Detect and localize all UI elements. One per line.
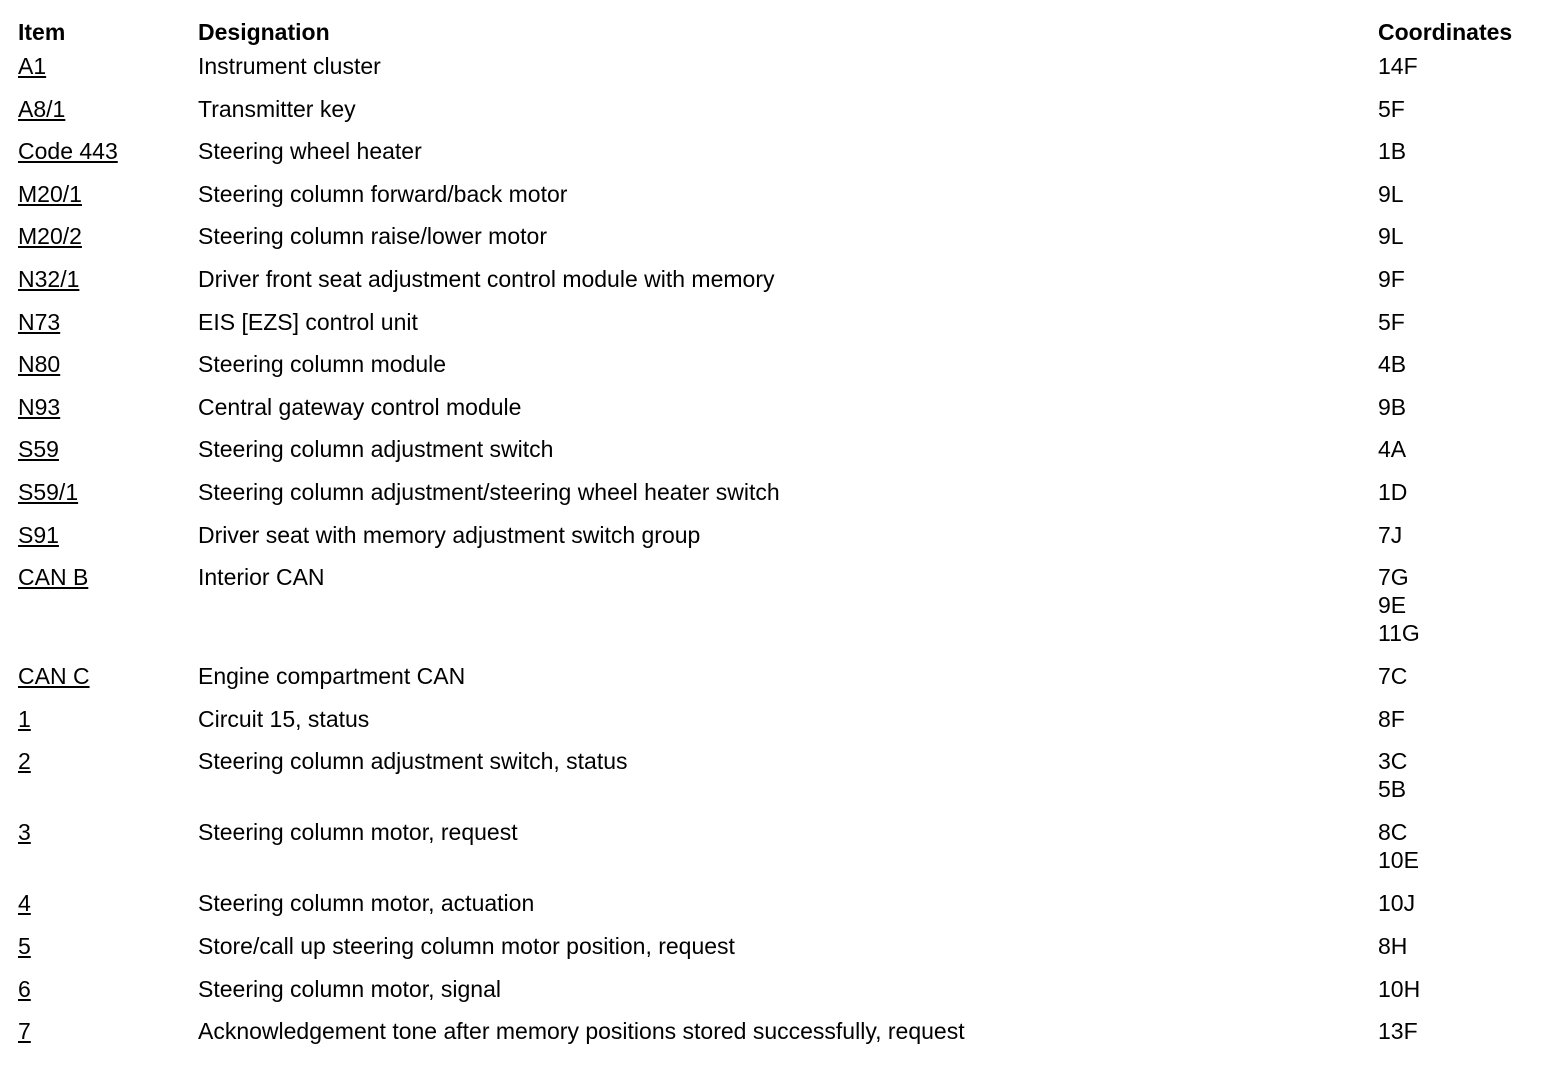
- coordinates-cell: [1378, 435, 1558, 478]
- coordinates-cell: [1378, 705, 1558, 748]
- coordinate-value: 9B: [1378, 393, 1407, 420]
- item-cell: [18, 889, 198, 932]
- coordinate-value: 7C: [1378, 663, 1408, 690]
- designation-cell: Steering column motor, actuation: [198, 890, 535, 917]
- item-link[interactable]: Code 443: [18, 138, 118, 165]
- coordinate-value: 13F: [1378, 1018, 1418, 1045]
- table-row: [18, 705, 1558, 748]
- item-cell: [18, 393, 198, 436]
- item-cell: [18, 95, 198, 138]
- table-row: [18, 180, 1558, 223]
- designation-cell: Steering column raise/lower motor: [198, 223, 547, 250]
- item-cell: [18, 747, 198, 818]
- coordinate-value: 3C: [1378, 748, 1408, 775]
- designation-cell: Steering column adjustment switch, status: [198, 748, 628, 775]
- item-cell: [18, 265, 198, 308]
- coordinate-value: 5F: [1378, 308, 1405, 335]
- coordinates-cell: [1378, 932, 1558, 975]
- item-link[interactable]: A1: [18, 53, 47, 79]
- designation-cell: Steering column adjustment/steering wheel heater switch: [198, 478, 780, 505]
- coordinate-value: 8F: [1378, 705, 1405, 732]
- item-link[interactable]: 2: [18, 748, 31, 775]
- item-cell: [18, 975, 198, 1018]
- header-row: [18, 14, 1558, 52]
- table-row: [18, 478, 1558, 521]
- table-row: [18, 521, 1558, 564]
- coordinate-value: 11G: [1378, 620, 1420, 647]
- coordinates-cell: [1378, 975, 1558, 1018]
- coordinates-cell: [1378, 478, 1558, 521]
- coordinate-value: 10E: [1378, 847, 1419, 874]
- coordinate-value: 7J: [1378, 521, 1403, 548]
- item-cell: [18, 818, 198, 889]
- item-link[interactable]: 1: [18, 705, 31, 732]
- item-link[interactable]: 3: [18, 819, 31, 846]
- item-link[interactable]: S59/1: [18, 478, 79, 505]
- item-cell: [18, 350, 198, 393]
- designation-cell: Steering column module: [198, 351, 447, 378]
- designation-cell: Steering column forward/back motor: [198, 180, 568, 207]
- designation-cell: Driver front seat adjustment control module with memory: [198, 265, 775, 292]
- designation-cell: Store/call up steering column motor position, request: [198, 932, 735, 959]
- table-row: [18, 662, 1558, 705]
- table-row: [18, 747, 1558, 818]
- table-row: [18, 137, 1558, 180]
- coordinate-value: 9E: [1378, 592, 1407, 619]
- designation-cell: Central gateway control module: [198, 393, 522, 420]
- designation-cell: Acknowledgement tone after memory positions stored successfully, request: [198, 1018, 965, 1045]
- table-row: [18, 95, 1558, 138]
- designation-cell: Transmitter key: [198, 95, 356, 122]
- item-cell: [18, 52, 198, 95]
- coordinate-value: 9L: [1378, 180, 1404, 207]
- coordinate-value: 1B: [1378, 138, 1407, 165]
- designation-cell: EIS [EZS] control unit: [198, 308, 418, 335]
- item-cell: [18, 308, 198, 351]
- designation-cell: Steering wheel heater: [198, 138, 422, 165]
- table-row: [18, 818, 1558, 889]
- item-link[interactable]: CAN C: [18, 663, 90, 690]
- coordinates-cell: [1378, 393, 1558, 436]
- designation-cell: Circuit 15, status: [198, 705, 370, 732]
- coordinates-cell: [1378, 747, 1558, 818]
- coordinate-value: 14F: [1378, 53, 1418, 79]
- table-row: [18, 265, 1558, 308]
- table-row: [18, 563, 1558, 662]
- coordinate-value: 5F: [1378, 95, 1405, 122]
- coordinate-value: 1D: [1378, 478, 1408, 505]
- coordinate-value: 5B: [1378, 776, 1407, 803]
- item-link[interactable]: A8/1: [18, 95, 66, 122]
- item-link[interactable]: N73: [18, 308, 61, 335]
- legend-header: [18, 14, 1558, 52]
- designation-cell: Steering column adjustment switch: [198, 436, 554, 463]
- coordinates-cell: [1378, 350, 1558, 393]
- table-row: [18, 932, 1558, 975]
- item-link[interactable]: S91: [18, 521, 59, 548]
- item-link[interactable]: 5: [18, 932, 31, 959]
- header-item: Item: [18, 19, 66, 45]
- item-cell: [18, 1017, 198, 1060]
- coordinates-cell: [1378, 563, 1558, 662]
- table-row: [18, 52, 1558, 95]
- designation-cell: Instrument cluster: [198, 53, 381, 79]
- coordinate-value: 9L: [1378, 223, 1404, 250]
- designation-cell: Steering column motor, signal: [198, 975, 501, 1002]
- header-designation: Designation: [198, 19, 330, 45]
- coordinates-cell: [1378, 1017, 1558, 1060]
- coordinate-value: 9F: [1378, 265, 1405, 292]
- designation-cell: Engine compartment CAN: [198, 663, 466, 690]
- coordinate-value: 7G: [1378, 564, 1409, 591]
- designation-cell: Steering column motor, request: [198, 819, 518, 846]
- table-row: [18, 975, 1558, 1018]
- item-link[interactable]: N80: [18, 351, 61, 378]
- item-cell: [18, 705, 198, 748]
- coordinate-value: 4B: [1378, 351, 1407, 378]
- item-cell: [18, 932, 198, 975]
- item-link[interactable]: M20/1: [18, 180, 82, 207]
- designation-cell: Driver seat with memory adjustment switch group: [198, 521, 701, 548]
- item-cell: [18, 435, 198, 478]
- coordinate-value: 10J: [1378, 890, 1416, 917]
- coordinates-cell: [1378, 95, 1558, 138]
- item-link[interactable]: N93: [18, 393, 61, 420]
- item-cell: [18, 563, 198, 662]
- coordinate-value: 4A: [1378, 436, 1407, 463]
- item-link[interactable]: N32/1: [18, 265, 80, 292]
- coordinates-cell: [1378, 137, 1558, 180]
- table-row: [18, 1017, 1558, 1060]
- item-cell: [18, 137, 198, 180]
- item-link[interactable]: 4: [18, 890, 31, 917]
- coordinate-value: 8C: [1378, 819, 1408, 846]
- item-link[interactable]: 6: [18, 975, 31, 1002]
- coordinates-cell: [1378, 818, 1558, 889]
- item-cell: [18, 521, 198, 564]
- table-row: [18, 435, 1558, 478]
- item-cell: [18, 180, 198, 223]
- coordinates-cell: [1378, 180, 1558, 223]
- coordinates-cell: [1378, 308, 1558, 351]
- item-link[interactable]: CAN B: [18, 564, 89, 591]
- coordinates-cell: [1378, 222, 1558, 265]
- item-cell: [18, 222, 198, 265]
- item-link[interactable]: M20/2: [18, 223, 82, 250]
- header-coordinates: Coordinates: [1378, 19, 1513, 45]
- coordinates-cell: [1378, 521, 1558, 564]
- legend-body: [18, 52, 1558, 1060]
- item-link[interactable]: S59: [18, 436, 59, 463]
- item-cell: [18, 478, 198, 521]
- item-link[interactable]: 7: [18, 1018, 31, 1045]
- table-row: [18, 222, 1558, 265]
- coordinates-cell: [1378, 265, 1558, 308]
- table-row: [18, 393, 1558, 436]
- item-cell: [18, 662, 198, 705]
- coordinate-value: 10H: [1378, 975, 1421, 1002]
- table-row: [18, 308, 1558, 351]
- coordinates-cell: [1378, 889, 1558, 932]
- legend-table: [18, 14, 1558, 1060]
- table-row: [18, 889, 1558, 932]
- coordinate-value: 8H: [1378, 932, 1408, 959]
- coordinates-cell: [1378, 52, 1558, 95]
- coordinates-cell: [1378, 662, 1558, 705]
- designation-cell: Interior CAN: [198, 564, 325, 591]
- table-row: [18, 350, 1558, 393]
